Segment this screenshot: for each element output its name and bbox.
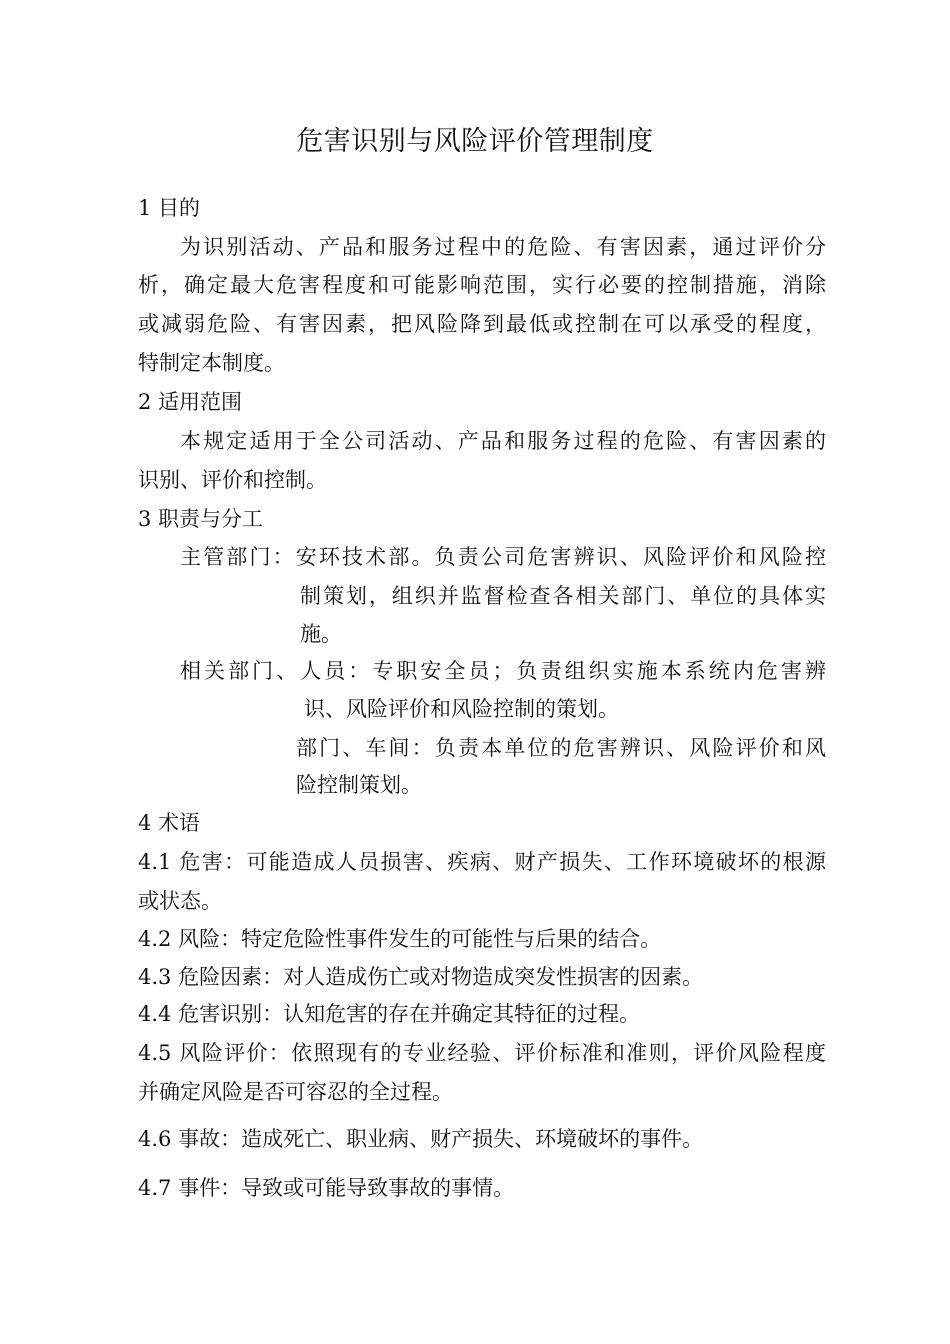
- term-line: 4.7 事件：导致或可能导致事故的事情。: [138, 1176, 515, 1200]
- section-heading-purpose: 1 目的: [138, 196, 201, 220]
- term-line: 4.3 危险因素：对人造成伤亡或对物造成突发性损害的因素。: [138, 965, 704, 989]
- term-line: 4.2 风险：特定危险性事件发生的可能性与后果的结合。: [138, 927, 662, 951]
- section-heading-scope: 2 适用范围: [138, 390, 243, 414]
- paragraph-line: 特制定本制度。: [138, 351, 285, 375]
- paragraph-line: 析，确定最大危害程度和可能影响范围，实行必要的控制措施，消除: [138, 273, 826, 297]
- duty-line: 施。: [300, 622, 342, 646]
- duty-line: 相关部门、人员：专职安全员；负责组织实施本系统内危害辨: [180, 659, 826, 683]
- section-heading-responsibilities: 3 职责与分工: [138, 507, 264, 531]
- duty-line: 制策划，组织并监督检查各相关部门、单位的具体实: [300, 584, 826, 608]
- paragraph-line: 识别、评价和控制。: [138, 468, 327, 492]
- section-heading-terms: 4 术语: [138, 811, 201, 835]
- duty-line: 部门、车间：负责本单位的危害辨识、风险评价和风: [296, 736, 826, 760]
- term-line: 或状态。: [138, 889, 222, 913]
- duty-line: 险控制策划。: [296, 773, 422, 797]
- term-line: 4.5 风险评价：依照现有的专业经验、评价标准和准则，评价风险程度: [138, 1041, 826, 1065]
- term-line: 4.4 危害识别：认知危害的存在并确定其特征的过程。: [138, 1002, 641, 1026]
- paragraph-line: 为识别活动、产品和服务过程中的危险、有害因素，通过评价分: [180, 235, 826, 259]
- paragraph-line: 本规定适用于全公司活动、产品和服务过程的危险、有害因素的: [180, 429, 826, 453]
- term-line: 4.6 事故：造成死亡、职业病、财产损失、环境破坏的事件。: [138, 1127, 704, 1151]
- paragraph-line: 或减弱危险、有害因素，把风险降到最低或控制在可以承受的程度，: [138, 312, 826, 336]
- document-title: 危害识别与风险评价管理制度: [296, 126, 654, 157]
- term-line: 4.1 危害：可能造成人员损害、疾病、财产损失、工作环境破坏的根源: [138, 850, 826, 874]
- duty-line: 识、风险评价和风险控制的策划。: [304, 697, 619, 721]
- term-line: 并确定风险是否可容忍的全过程。: [138, 1080, 453, 1104]
- duty-line: 主管部门：安环技术部。负责公司危害辨识、风险评价和风险控: [180, 545, 826, 569]
